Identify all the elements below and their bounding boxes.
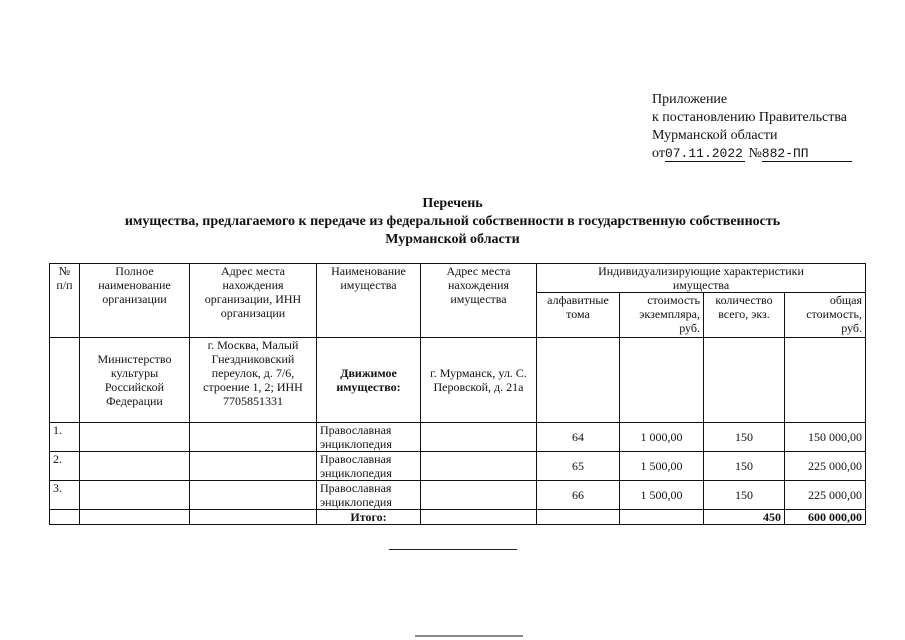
appendix-block bbox=[652, 91, 852, 163]
row-price: 1 500,00 bbox=[620, 452, 704, 481]
appendix-title: Приложение bbox=[652, 92, 728, 107]
header-volumes: алфавитные тома bbox=[537, 293, 620, 338]
total-row bbox=[50, 510, 866, 525]
total-sum: 600 000,00 bbox=[785, 510, 866, 525]
row-total: 225 000,00 bbox=[785, 481, 866, 510]
table-row bbox=[50, 423, 866, 452]
scan-artifact bbox=[415, 635, 523, 637]
header-total: общая стоимость, руб. bbox=[785, 293, 866, 338]
row-quantity: 150 bbox=[704, 452, 785, 481]
document-title: Перечень bbox=[422, 196, 483, 211]
row-volume: 66 bbox=[537, 481, 620, 510]
row-num: 1. bbox=[50, 423, 80, 452]
row-price: 1 000,00 bbox=[620, 423, 704, 452]
header-name: Наименование имущества bbox=[317, 264, 421, 338]
row-volume: 65 bbox=[537, 452, 620, 481]
property-type: Движимое имущество: bbox=[317, 338, 421, 423]
row-total: 225 000,00 bbox=[785, 452, 866, 481]
row-item-name: Православная энциклопедия bbox=[317, 452, 421, 481]
row-volume: 64 bbox=[537, 423, 620, 452]
header-num: № п/п bbox=[50, 264, 80, 338]
header-price: стоимость экземпляра, руб. bbox=[620, 293, 704, 338]
organization-name: Министерство культуры Российской Федерации bbox=[80, 338, 190, 423]
row-item-name: Православная энциклопедия bbox=[317, 481, 421, 510]
header-row bbox=[50, 264, 866, 293]
row-num: 3. bbox=[50, 481, 80, 510]
decree-date: 07.11.2022 bbox=[664, 146, 743, 161]
appendix-date-line bbox=[652, 145, 852, 163]
date-prefix: от bbox=[652, 146, 665, 161]
header-address: Адрес места нахождения организации, ИНН организации bbox=[190, 264, 317, 338]
table-row bbox=[50, 481, 866, 510]
header-characteristics: Индивидуализирующие характеристики имущества bbox=[537, 264, 866, 293]
organization-row bbox=[50, 338, 866, 423]
property-table bbox=[49, 263, 866, 525]
organization-address: г. Москва, Малый Гнездниковский переулок, д. 7/6, строение 1, 2; ИНН 7705851331 bbox=[190, 338, 317, 423]
row-quantity: 150 bbox=[704, 481, 785, 510]
total-quantity: 450 bbox=[704, 510, 785, 525]
row-total: 150 000,00 bbox=[785, 423, 866, 452]
decree-number: 882-ПП bbox=[762, 146, 852, 162]
number-prefix: № bbox=[748, 146, 762, 161]
header-org: Полное наименование организации bbox=[80, 264, 190, 338]
document-subtitle: имущества, предлагаемого к передаче из федеральной собственности в государственную собственность bbox=[124, 214, 781, 229]
table-row bbox=[50, 452, 866, 481]
total-label: Итого: bbox=[317, 510, 421, 525]
row-price: 1 500,00 bbox=[620, 481, 704, 510]
row-quantity: 150 bbox=[704, 423, 785, 452]
appendix-region: Мурманской области bbox=[652, 128, 778, 143]
header-location: Адрес места нахождения имущества bbox=[421, 264, 537, 338]
header-quantity: количество всего, экз. bbox=[704, 293, 785, 338]
row-item-name: Православная энциклопедия bbox=[317, 423, 421, 452]
appendix-reference: к постановлению Правительства bbox=[652, 110, 848, 125]
property-location: г. Мурманск, ул. С. Перовской, д. 21а bbox=[421, 338, 537, 423]
document-subtitle-region: Мурманской области bbox=[385, 232, 520, 247]
separator-line bbox=[389, 549, 517, 550]
row-num: 2. bbox=[50, 452, 80, 481]
